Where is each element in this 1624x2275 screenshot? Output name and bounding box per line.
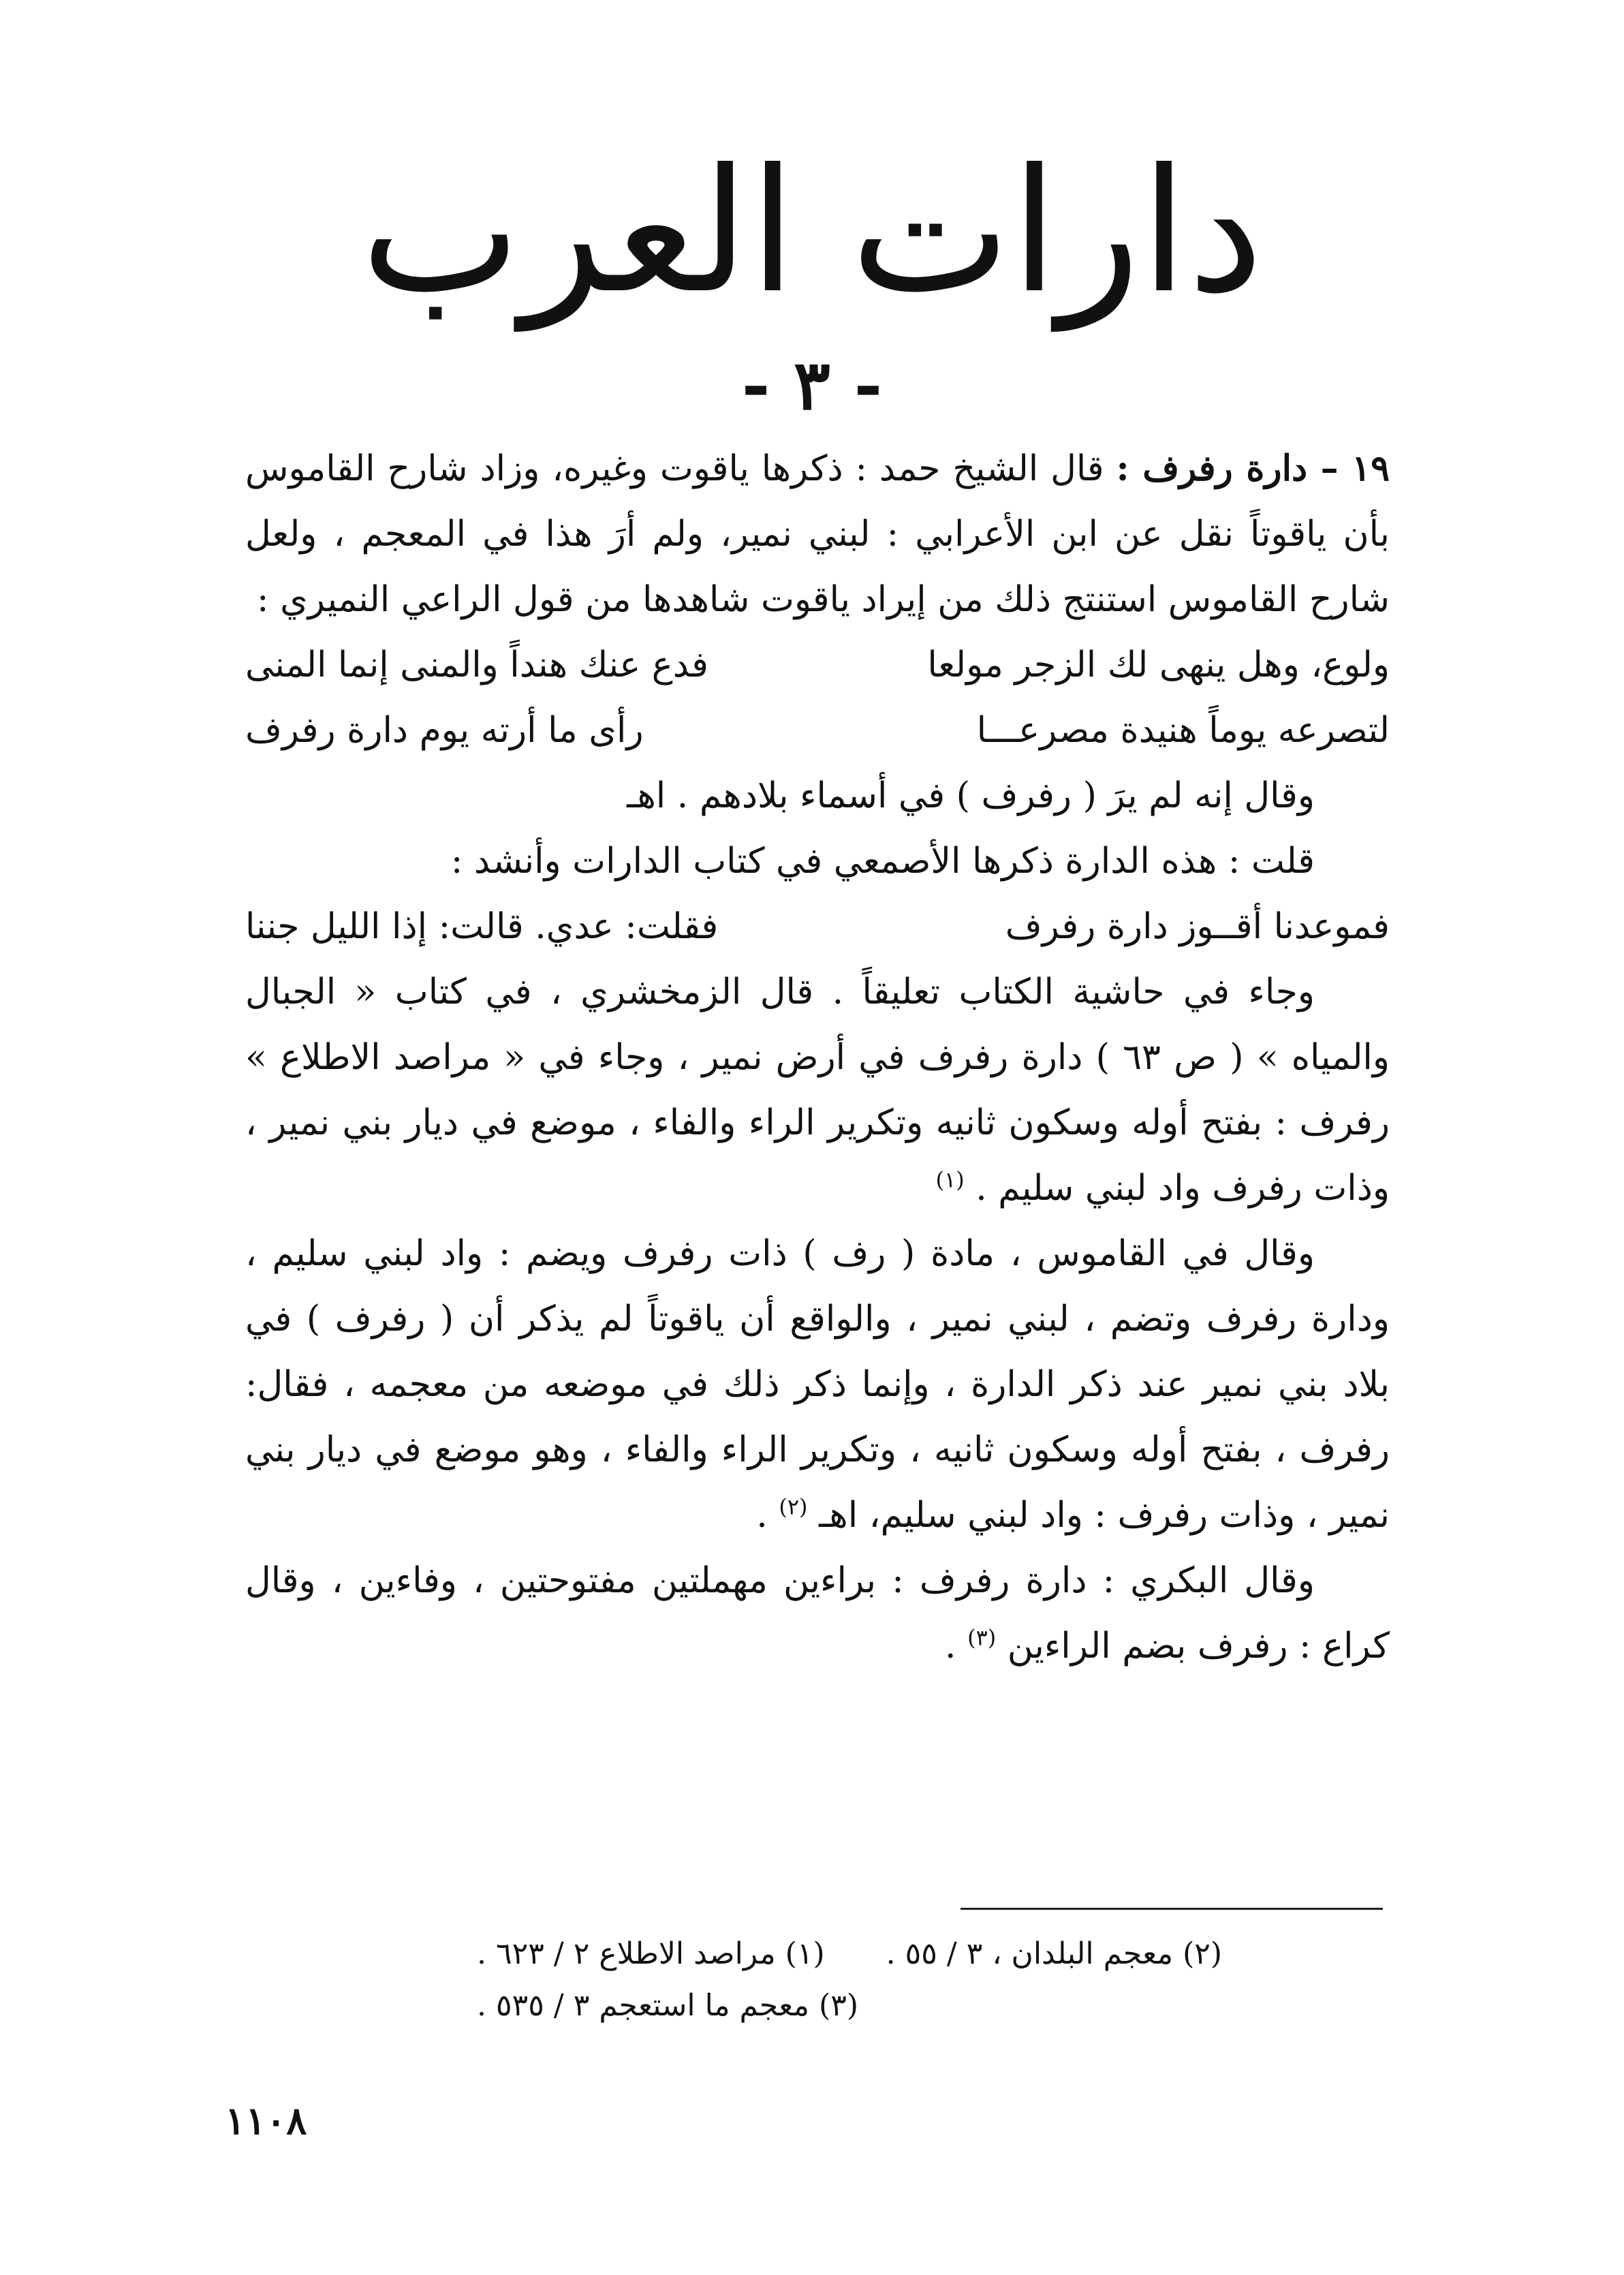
poem-verse [245, 698, 1390, 763]
page-title: دارات العرب [360, 132, 1264, 330]
verse-second-hemistich: فموعدنا أقــوز دارة رفرف [1005, 906, 1390, 947]
footnotes [477, 1928, 1390, 2032]
verse-second-hemistich: ولوع، وهل ينهى لك الزجر مولعا [927, 645, 1390, 685]
footnote-item: (٢) معجم البلدان ، ٣ / ٥٥ . [886, 1936, 1223, 1971]
paragraph [245, 1221, 1390, 1548]
footnote-row [477, 1928, 1390, 1980]
verse-first-hemistich: فقلت: عدي. قالت: إذا الليل جننا [245, 906, 719, 947]
footnote-item: (٣) معجم ما استعجم ٣ / ٥٣٥ . [477, 1988, 858, 2023]
footnote-reference: (٢) [779, 1494, 808, 1520]
paragraph-end: . [756, 1495, 779, 1536]
main-text [245, 436, 1390, 1679]
chapter-number: - ٣ - [741, 345, 883, 425]
paragraph-text: وجاء في حاشية الكتاب تعليقاً . قال الزمخشري ، في كتاب « الجبال والمياه » ( ص ٦٣ ) دارة رفرف في أرض نمير ، وجاء في « مراصد الاطلاع » رفرف : بفتح أوله وسكون ثانيه وتكرير الراء والفاء ، موضع في ديار بني نمير ، وذات رفرف واد لبني سليم . [245, 972, 1390, 1209]
page-number: ١١٠٨ [225, 2099, 307, 2144]
verse-first-hemistich: فدع عنك هنداً والمنى إنما المنى [245, 645, 708, 685]
paragraph-text: قال الشيخ حمد : ذكرها ياقوت وغيره، وزاد شارح القاموس بأن ياقوتاً نقل عن ابن الأعرابي : لبني نمير، ولم أرَ هذا في المعجم ، ولعل شارح القاموس استنتج ذلك من إيراد ياقوت شاهدها من قول الراعي النميري : [245, 448, 1390, 620]
paragraph [245, 959, 1390, 1221]
footnote-reference: (١) [935, 1166, 965, 1193]
verse-second-hemistich: لتصرعه يوماً هنيدة مصرعـــا [976, 710, 1390, 751]
verse-first-hemistich: رأى ما أرته يوم دارة رفرف [245, 710, 644, 751]
poem-verse [245, 632, 1390, 698]
entry-heading: ١٩ – دارة رفرف : [1116, 448, 1390, 489]
footnote-reference: (٣) [967, 1624, 997, 1651]
footnote-divider [961, 1908, 1383, 1910]
paragraph: قلت : هذه الدارة ذكرها الأصمعي في كتاب الدارات وأنشد : [450, 841, 1315, 882]
paragraph-end: . [945, 1626, 968, 1667]
paragraph: وقال إنه لم يرَ ( رفرف ) في أسماء بلادهم . اهـ [627, 775, 1315, 816]
paragraph-entry-19 [245, 436, 1390, 632]
poem-verse [245, 894, 1390, 959]
paragraph-text: وقال في القاموس ، مادة ( رف ) ذات رفرف ويضم : واد لبني سليم ، ودارة رفرف وتضم ، لبني نمير ، والواقع أن ياقوتاً لم يذكر أن ( رفرف ) في بلاد بني نمير عند ذكر الدارة ، وإنما ذكر ذلك في موضعه من معجمه ، فقال: رفرف ، بفتح أوله وسكون ثانيه ، وتكرير الراء والفاء ، وهو موضع في ديار بني نمير ، وذات رفرف : واد لبني سليم، اهـ [245, 1233, 1390, 1536]
footnote-item: (١) مراصد الاطلاع ٢ / ٦٢٣ . [477, 1936, 825, 1971]
paragraph-text: وقال البكري : دارة رفرف : براءين مهملتين مفتوحتين ، وفاءين ، وقال كراع : رفرف بضم الراءين [245, 1560, 1390, 1667]
footnote-row [477, 1980, 1390, 2032]
paragraph [245, 1548, 1390, 1679]
